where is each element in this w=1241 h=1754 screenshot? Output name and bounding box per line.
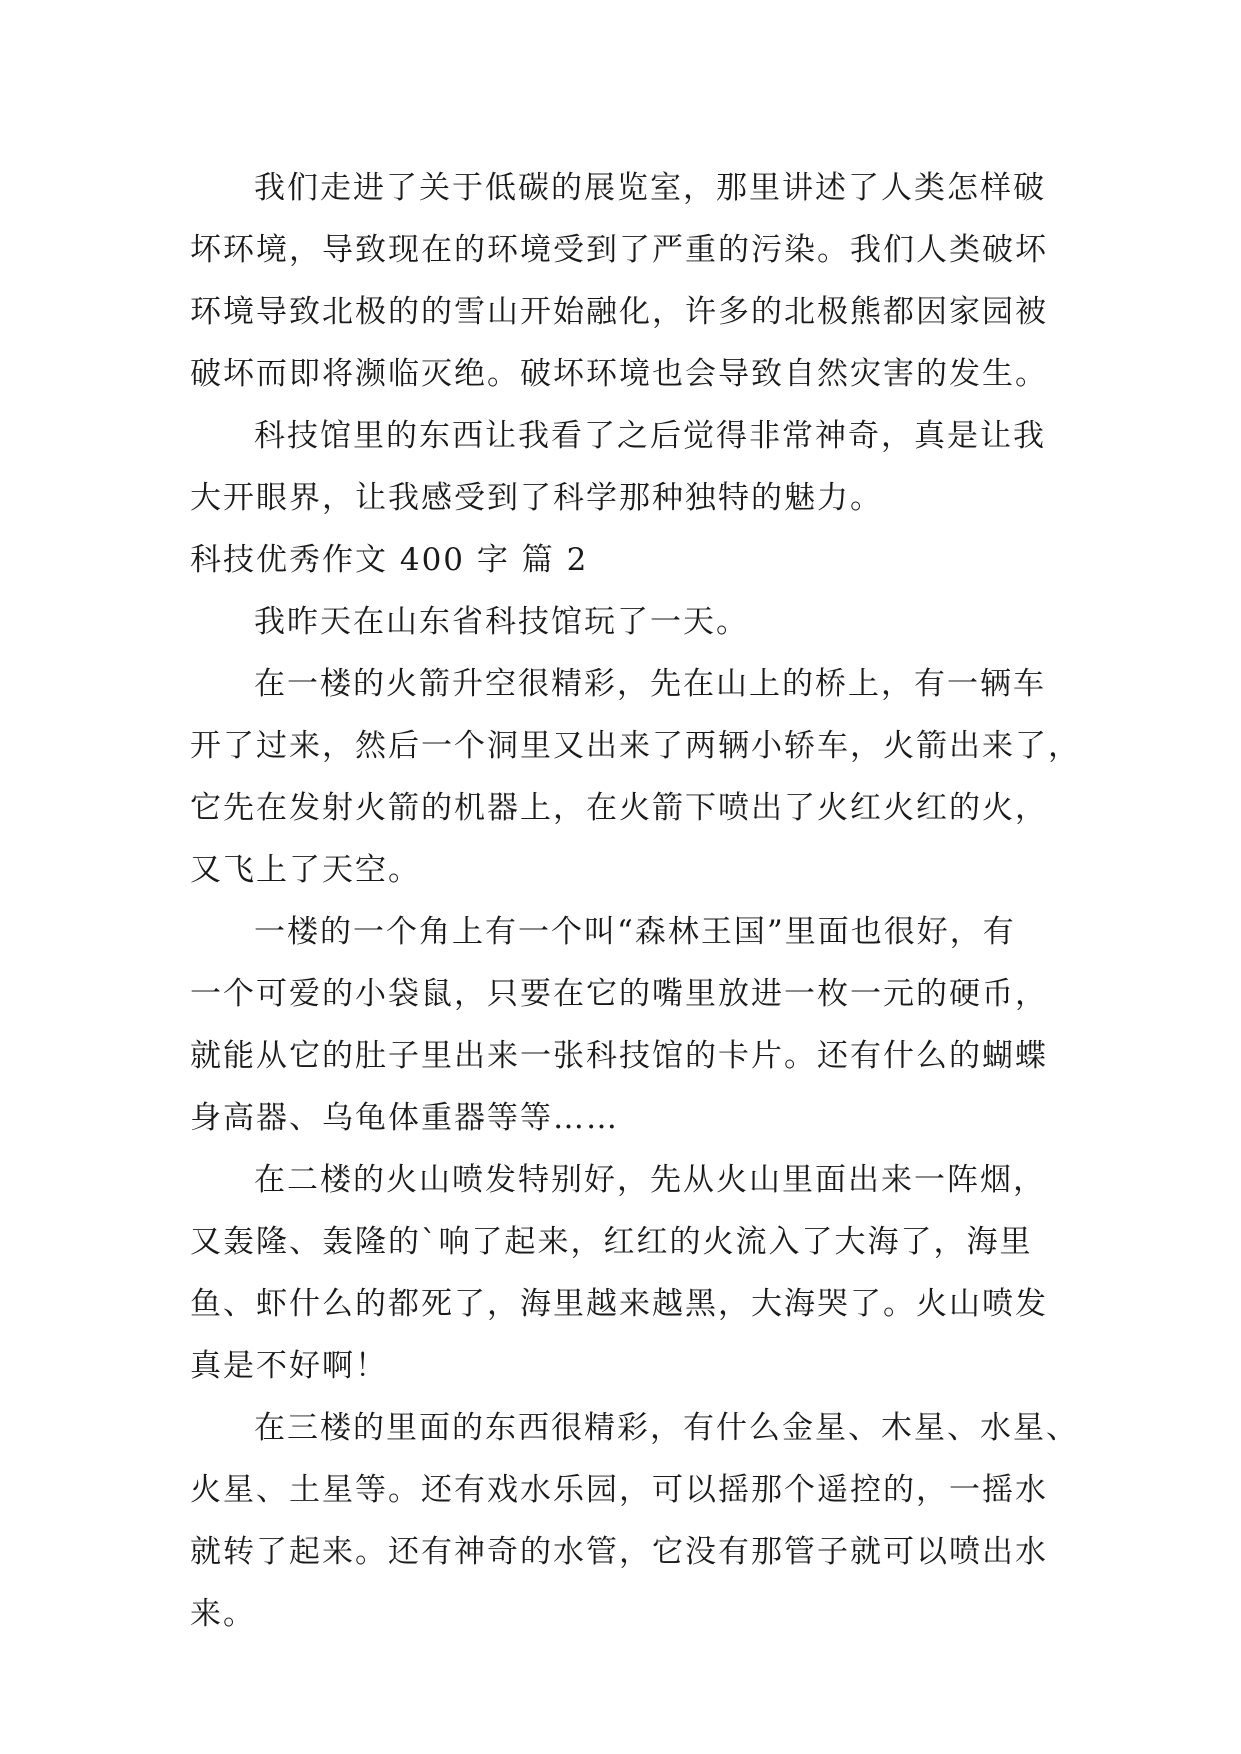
text-line: 就能从它的肚子里出来一张科技馆的卡片。还有什么的蝴蝶 xyxy=(190,1038,1048,1074)
essay-heading: 科技优秀作文 400 字 篇 2 xyxy=(190,542,589,578)
document-body xyxy=(190,157,1081,1645)
text-line: 科技馆里的东西让我看了之后觉得非常神奇，真是让我 xyxy=(254,418,1046,454)
text-line: 大开眼界，让我感受到了科学那种独特的魅力。 xyxy=(190,480,883,516)
text-line: 就转了起来。还有神奇的水管，它没有那管子就可以喷出水 xyxy=(190,1534,1048,1570)
text-line: 破坏而即将濒临灭绝。破坏环境也会导致自然灾害的发生。 xyxy=(190,356,1048,392)
text-line: 又飞上了天空。 xyxy=(190,852,421,888)
text-line: 一楼的一个角上有一个叫“森林王国”里面也很好，有 xyxy=(254,914,1016,950)
text-line: 它先在发射火箭的机器上，在火箭下喷出了火红火红的火， xyxy=(190,790,1048,826)
text-line: 我们走进了关于低碳的展览室，那里讲述了人类怎样破 xyxy=(254,170,1046,206)
text-line: 开了过来，然后一个洞里又出来了两辆小轿车，火箭出来了， xyxy=(190,728,1081,764)
paragraph-third-floor xyxy=(190,1397,1079,1645)
paragraph-rocket-launch xyxy=(190,653,1081,901)
text-line: 一个可爱的小袋鼠，只要在它的嘴里放进一枚一元的硬币， xyxy=(190,976,1048,1012)
text-line: 在一楼的火箭升空很精彩，先在山上的桥上，有一辆车 xyxy=(254,666,1046,702)
text-line: 真是不好啊！ xyxy=(190,1348,388,1384)
text-line: 在三楼的里面的东西很精彩，有什么金星、木星、水星、 xyxy=(254,1410,1079,1446)
paragraph-science-museum-wonder xyxy=(190,405,1050,529)
text-line: 在二楼的火山喷发特别好，先从火山里面出来一阵烟， xyxy=(254,1162,1046,1198)
paragraph-volcano xyxy=(190,1149,1050,1397)
text-line: 鱼、虾什么的都死了，海里越来越黑，大海哭了。火山喷发 xyxy=(190,1286,1048,1322)
paragraph-low-carbon-exhibit xyxy=(190,157,1050,405)
text-line: 环境导致北极的的雪山开始融化，许多的北极熊都因家园被 xyxy=(190,294,1048,330)
text-line: 我昨天在山东省科技馆玩了一天。 xyxy=(254,604,749,640)
text-line: 坏环境，导致现在的环境受到了严重的污染。我们人类破坏 xyxy=(190,232,1048,268)
text-line: 来。 xyxy=(190,1596,256,1632)
text-line: 身高器、乌龟体重器等等…… xyxy=(190,1100,619,1136)
paragraph-intro xyxy=(190,591,1050,653)
text-line: 又轰隆、轰隆的`响了起来，红红的火流入了大海了，海里 xyxy=(190,1224,1033,1260)
paragraph-forest-kingdom xyxy=(190,901,1050,1149)
text-line: 火星、土星等。还有戏水乐园，可以摇那个遥控的，一摇水 xyxy=(190,1472,1048,1508)
